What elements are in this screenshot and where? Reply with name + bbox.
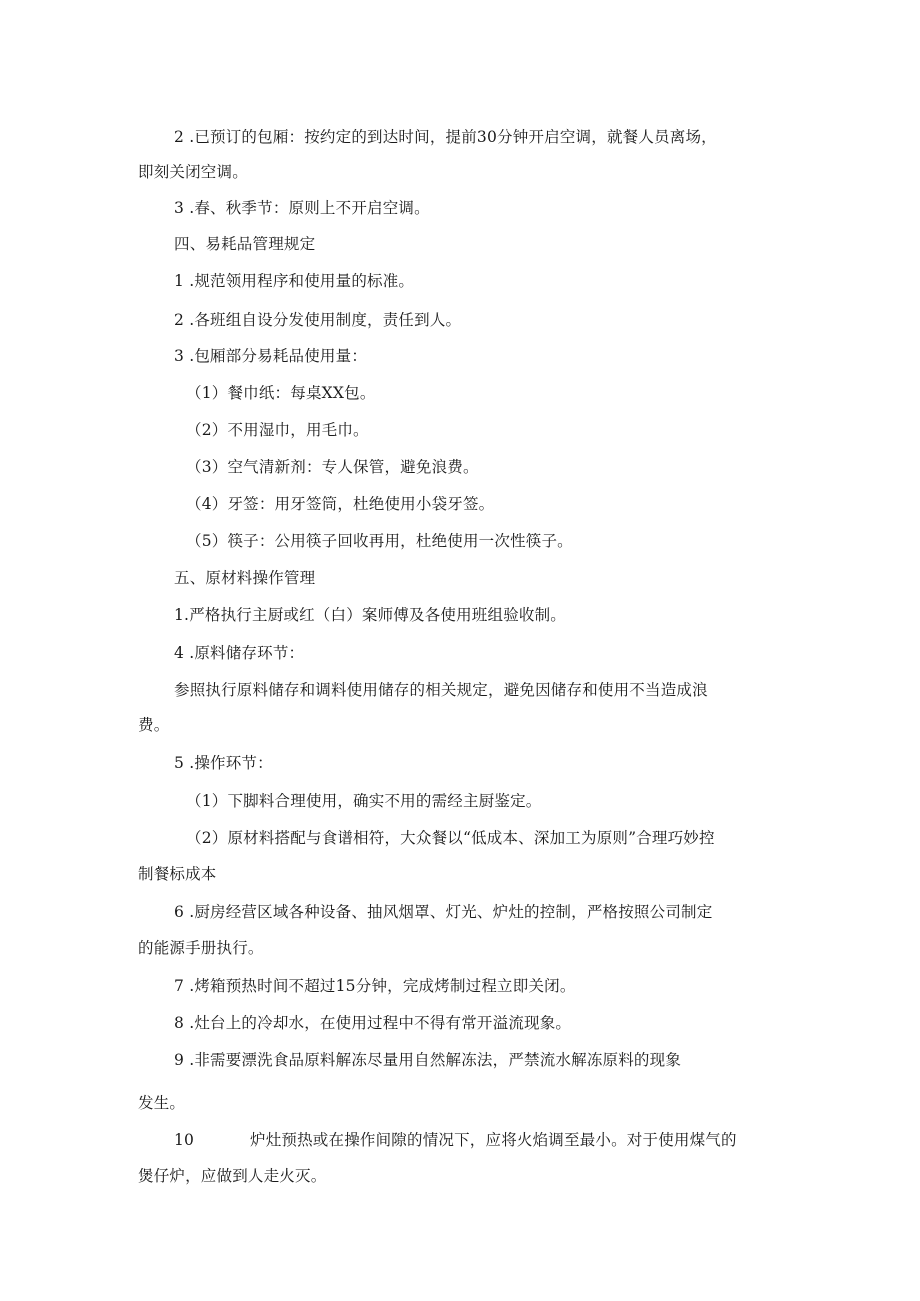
text-line: 7 .烤箱预热时间不超过15分钟，完成烤制过程立即关闭。 bbox=[174, 977, 576, 995]
item-number: 10 bbox=[174, 1131, 195, 1149]
list-item: （2）不用湿巾，用毛巾。 bbox=[186, 421, 369, 439]
text-line: 制餐标成本 bbox=[138, 865, 217, 883]
text-line: 3 .包厢部分易耗品使用量： bbox=[174, 347, 368, 365]
text-line: 2 .已预订的包厢：按约定的到达时间，提前30分钟开启空调，就餐人员离场， bbox=[174, 128, 717, 146]
text-line: 的能源手册执行。 bbox=[138, 939, 264, 957]
list-item: （5）筷子：公用筷子回收再用，杜绝使用一次性筷子。 bbox=[186, 532, 573, 550]
section-heading: 五、原材料操作管理 bbox=[174, 569, 316, 587]
text-line: 即刻关闭空调。 bbox=[138, 163, 248, 181]
text-line: 参照执行原料储存和调料使用储存的相关规定，避免因储存和使用不当造成浪 bbox=[174, 681, 708, 699]
text-line: 炉灶预热或在操作间隙的情况下，应将火焰调至最小。对于使用煤气的 bbox=[250, 1131, 737, 1149]
list-item: （1）下脚料合理使用，确实不用的需经主厨鉴定。 bbox=[186, 792, 542, 810]
text-line: 3 .春、秋季节：原则上不开启空调。 bbox=[174, 199, 430, 217]
text-line: 2 .各班组自设分发使用制度，责任到人。 bbox=[174, 311, 462, 329]
text-line: 5 .操作环节： bbox=[174, 754, 273, 772]
text-line: 6 .厨房经营区域各种设备、抽风烟罩、灯光、炉灶的控制，严格按照公司制定 bbox=[174, 903, 713, 921]
text-line: 费。 bbox=[138, 716, 170, 734]
text-line: 发生。 bbox=[138, 1094, 186, 1112]
text-line: 1.严格执行主厨或红（白）案师傅及各使用班组验收制。 bbox=[174, 606, 566, 624]
text-line: 9 .非需要漂洗食品原料解冻尽量用自然解冻法，严禁流水解冻原料的现象 bbox=[174, 1051, 682, 1069]
text-line: 1 .规范领用程序和使用量的标准。 bbox=[174, 272, 415, 290]
section-heading: 四、易耗品管理规定 bbox=[174, 235, 316, 253]
text-line: 煲仔炉，应做到人走火灭。 bbox=[138, 1167, 327, 1185]
text-line: 8 .灶台上的冷却水，在使用过程中不得有常开溢流现象。 bbox=[174, 1014, 572, 1032]
text-line: 4 .原料储存环节： bbox=[174, 644, 305, 662]
list-item: （1）餐巾纸：每桌XX包。 bbox=[186, 384, 376, 402]
list-item: （3）空气清新剂：专人保管，避免浪费。 bbox=[186, 458, 479, 476]
list-item: （2）原材料搭配与食谱相符，大众餐以“低成本、深加工为原则”合理巧妙控 bbox=[186, 829, 715, 847]
list-item: （4）牙签：用牙签筒，杜绝使用小袋牙签。 bbox=[186, 495, 495, 513]
